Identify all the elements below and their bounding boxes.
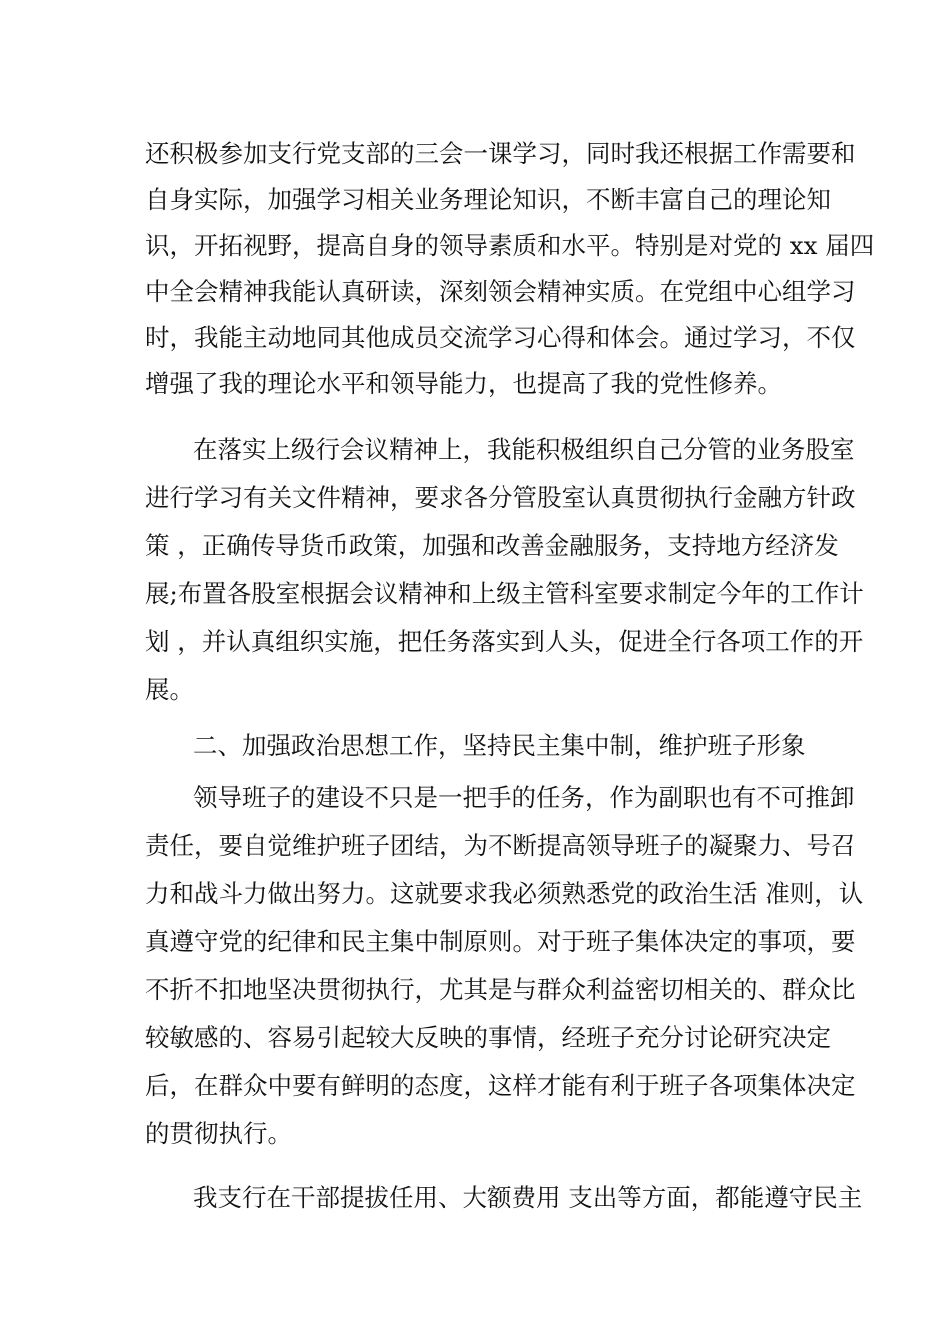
text-line: 中全会精神我能认真研读，深刻领会精神实质。在党组中心组学习 — [145, 277, 856, 306]
text-line: 不折不扣地坚决贯彻执行，尤其是与群众利益密切相关的、群众比 — [145, 975, 856, 1004]
text-line: 责任，要自觉维护班子团结，为不断提高领导班子的凝聚力、号召 — [145, 831, 856, 860]
section-heading: 二、加强政治思想工作，坚持民主集中制，维护班子形象 — [193, 731, 806, 760]
text-line: 展;布置各股室根据会议精神和上级主管科室要求制定今年的工作计 — [145, 579, 864, 608]
paragraph-first-line: 在落实上级行会议精神上，我能积极组织自己分管的业务股室 — [193, 435, 855, 464]
text-line: 展。 — [145, 675, 194, 704]
text-line: 力和战斗力做出努力。这就要求我必须熟悉党的政治生活 准则，认 — [145, 879, 864, 908]
text-line: 后，在群众中要有鲜明的态度，这样才能有利于班子各项集体决定 — [145, 1071, 856, 1100]
text-line: 时，我能主动地同其他成员交流学习心得和体会。通过学习，不仅 — [145, 323, 856, 352]
text-line: 真遵守党的纪律和民主集中制原则。对于班子集体决定的事项，要 — [145, 927, 856, 956]
text-line: 还积极参加支行党支部的三会一课学习，同时我还根据工作需要和 — [145, 139, 856, 168]
paragraph-first-line: 领导班子的建设不只是一把手的任务，作为副职也有不可推卸 — [193, 783, 855, 812]
text-line: 识，开拓视野，提高自身的领导素质和水平。特别是对党的 xx 届四 — [145, 231, 875, 260]
paragraph-first-line: 我支行在干部提拔任用、大额费用 支出等方面，都能遵守民主 — [193, 1183, 863, 1212]
text-line: 自身实际，加强学习相关业务理论知识，不断丰富自己的理论知 — [145, 185, 831, 214]
text-line: 较敏感的、容易引起较大反映的事情，经班子充分讨论研究决定 — [145, 1023, 831, 1052]
text-line: 策 ，正确传导货币政策，加强和改善金融服务，支持地方经济发 — [145, 531, 839, 560]
text-line: 划 ，并认真组织实施，把任务落实到人头，促进全行各项工作的开 — [145, 627, 864, 656]
text-line: 进行学习有关文件精神，要求各分管股室认真贯彻执行金融方针政 — [145, 483, 856, 512]
text-line: 的贯彻执行。 — [145, 1119, 292, 1148]
text-line: 增强了我的理论水平和领导能力，也提高了我的党性修养。 — [145, 369, 782, 398]
